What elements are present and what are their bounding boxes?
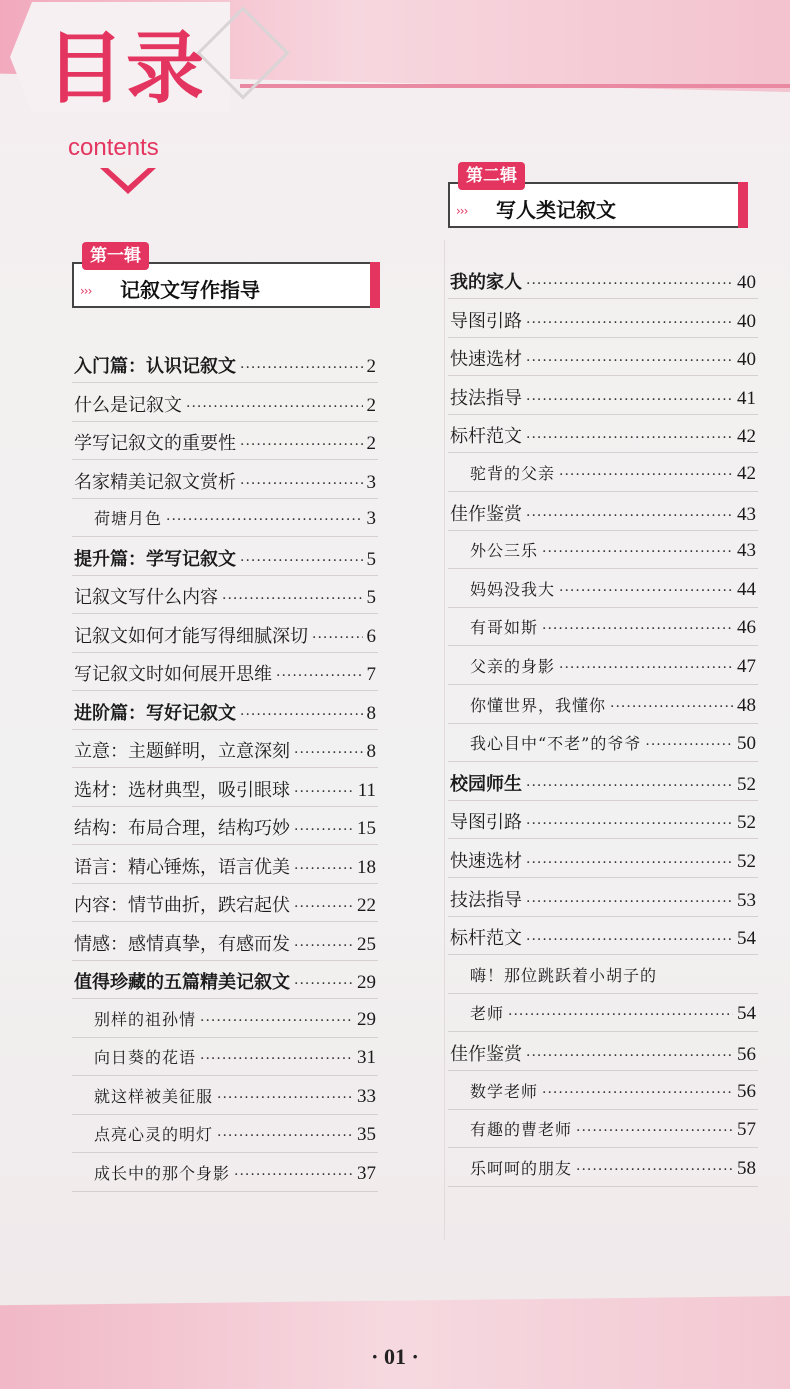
leader-dots (526, 353, 733, 369)
leader-dots (576, 1162, 733, 1178)
toc-entry[interactable] (470, 615, 756, 639)
section-tag: 第二辑 (458, 162, 525, 190)
toc-entry[interactable] (94, 506, 376, 530)
leader-dots (200, 1013, 353, 1029)
row-rule (72, 1075, 378, 1076)
toc-entry-page: 29 (357, 1008, 376, 1030)
toc-entry-title: 驼背的父亲 (470, 464, 556, 483)
toc-entry-title: 名家精美记叙文赏析 (74, 471, 236, 493)
toc-entry-page: 25 (357, 933, 376, 955)
toc-entry-page: 53 (737, 889, 756, 911)
row-rule (448, 800, 758, 801)
toc-entry[interactable] (74, 891, 376, 917)
toc-entry-page: 42 (737, 463, 756, 484)
toc-entry-title: 结构：布局合理，结构巧妙 (74, 818, 290, 839)
row-rule (448, 877, 758, 878)
toc-entry-title: 入门篇：认识记叙文 (74, 356, 236, 377)
toc-entry-page: 2 (366, 356, 376, 377)
toc-entry-page: 56 (737, 1080, 756, 1102)
toc-entry-title: 写记叙文时如何展开思维 (74, 664, 272, 685)
leader-dots (526, 276, 733, 292)
toc-entry[interactable] (94, 1161, 376, 1185)
leader-dots (542, 544, 733, 560)
toc-entry-page: 2 (366, 394, 376, 416)
toc-entry-page: 5 (366, 548, 376, 570)
toc-entry-page: 3 (366, 471, 376, 493)
toc-entry[interactable] (74, 776, 376, 802)
leader-dots (526, 894, 733, 910)
toc-entry-title: 点亮心灵的明灯 (94, 1125, 214, 1144)
toc-entry-title: 你懂世界，我懂你 (470, 695, 607, 715)
row-rule (72, 690, 378, 691)
leader-dots (542, 1085, 733, 1101)
row-rule (448, 993, 758, 994)
section-accent-bar (370, 262, 380, 308)
section-header-2 (448, 166, 748, 222)
leader-dots (240, 707, 363, 723)
toc-entry-page: 52 (737, 812, 756, 834)
row-rule (448, 645, 758, 646)
row-rule (72, 1191, 378, 1192)
row-rule (448, 838, 758, 839)
toc-entry-page: 15 (357, 818, 376, 839)
toc-entry[interactable] (74, 545, 376, 571)
toc-entry-page: 5 (366, 587, 376, 608)
row-rule (448, 954, 758, 955)
row-rule (448, 1147, 758, 1148)
toc-entry-title: 标杆范文 (450, 426, 522, 448)
section-title: 写人类记叙文 (496, 198, 616, 222)
column-divider (444, 240, 445, 1240)
row-rule (448, 1109, 758, 1110)
leader-dots (217, 1090, 353, 1106)
leader-dots (645, 737, 733, 753)
toc-entry[interactable] (450, 268, 756, 294)
toc-entry-title: 成长中的那个身影 (94, 1163, 231, 1183)
toc-entry-title: 语言：精心锤炼，语言优美 (74, 856, 290, 878)
toc-entry-title: 数学老师 (470, 1081, 539, 1101)
toc-entry-title: 父亲的身影 (470, 657, 556, 676)
toc-entry-title: 记叙文如何才能写得细腻深切 (74, 625, 308, 647)
row-rule (72, 921, 378, 922)
leader-dots (526, 932, 733, 948)
page-title: 目录 (46, 24, 207, 114)
leader-dots (508, 1007, 733, 1023)
toc-entry-page: 56 (737, 1044, 756, 1065)
row-rule (448, 761, 758, 762)
leader-dots (526, 315, 733, 331)
row-rule (72, 459, 378, 460)
row-rule (72, 767, 378, 768)
toc-entry-title: 别样的祖孙情 (94, 1009, 197, 1029)
row-rule (72, 652, 378, 653)
row-rule (448, 491, 758, 492)
toc-entry-page: 33 (357, 1085, 376, 1107)
row-rule (72, 498, 378, 499)
toc-entry-title: 记叙文写什么内容 (74, 587, 218, 608)
leader-dots (234, 1167, 353, 1183)
leader-dots (294, 745, 363, 761)
row-rule (72, 960, 378, 961)
toc-entry-page: 43 (737, 503, 756, 525)
top-decor-line (240, 84, 790, 88)
leader-dots (294, 976, 353, 992)
row-rule (72, 1114, 378, 1115)
row-rule (72, 1152, 378, 1153)
toc-entry[interactable] (74, 583, 376, 609)
toc-entry-title: 提升篇：学写记叙文 (74, 548, 236, 570)
toc-entry-title: 我心目中“不老”的爷爷 (470, 734, 642, 754)
toc-entry-page: 37 (357, 1162, 376, 1184)
toc-entry[interactable] (94, 1007, 376, 1031)
row-rule (72, 382, 378, 383)
row-rule (448, 916, 758, 917)
leader-dots (240, 360, 363, 376)
chevron-down-icon (100, 168, 156, 194)
leader-dots (526, 1048, 733, 1064)
toc-entry[interactable] (470, 461, 756, 485)
row-rule (448, 1031, 758, 1032)
section-header-1 (72, 246, 380, 302)
toc-entry-page: 54 (737, 1003, 756, 1025)
toc-entry[interactable] (450, 384, 756, 410)
leader-dots (559, 583, 733, 599)
toc-entry-page: 43 (737, 540, 756, 562)
toc-entry-page: 2 (366, 433, 376, 454)
toc-entry[interactable] (450, 886, 756, 912)
toc-entry[interactable] (74, 352, 376, 378)
leader-dots (526, 508, 733, 524)
toc-entry-page: 58 (737, 1157, 756, 1179)
toc-entry-page: 41 (737, 387, 756, 409)
arrows-icon: ››› (80, 284, 92, 298)
toc-entry[interactable] (450, 924, 756, 950)
row-rule (448, 684, 758, 685)
toc-entry-page: 7 (366, 664, 376, 685)
toc-entry-title: 有趣的曹老师 (470, 1120, 573, 1140)
leader-dots (240, 437, 363, 453)
row-rule (448, 337, 758, 338)
toc-entry[interactable] (94, 1084, 376, 1108)
leader-dots (240, 553, 363, 569)
toc-entry[interactable] (450, 345, 756, 371)
row-rule (72, 806, 378, 807)
toc-entry-page: 6 (366, 625, 376, 647)
toc-entry[interactable] (74, 814, 376, 840)
toc-entry-title: 学写记叙文的重要性 (74, 433, 236, 454)
toc-entry-page: 22 (357, 895, 376, 916)
toc-entry-title: 乐呵呵的朋友 (470, 1158, 573, 1178)
toc-entry-page: 50 (737, 733, 756, 755)
leader-dots (294, 938, 353, 954)
row-rule (72, 1037, 378, 1038)
toc-entry-title: 标杆范文 (450, 928, 522, 950)
toc-entry[interactable] (74, 737, 376, 763)
toc-entry[interactable] (74, 391, 376, 417)
toc-entry-page: 52 (737, 773, 756, 795)
toc-entry-title: 荷塘月色 (94, 509, 163, 528)
toc-entry[interactable] (450, 808, 756, 834)
leader-dots (217, 1128, 353, 1144)
toc-entry-title: 快速选材 (450, 349, 522, 371)
toc-entry[interactable] (74, 853, 376, 879)
toc-entry-page: 48 (737, 694, 756, 716)
toc-entry-page: 18 (357, 856, 376, 878)
toc-entry[interactable] (470, 693, 756, 717)
leader-dots (166, 512, 362, 528)
toc-entry[interactable] (74, 930, 376, 956)
toc-entry-page: 8 (366, 702, 376, 724)
toc-entry-title: 技法指导 (450, 387, 522, 409)
toc-entry-page: 40 (737, 272, 756, 293)
toc-entry[interactable] (450, 307, 756, 333)
toc-entry-page: 11 (357, 779, 376, 801)
toc-entry-title: 内容：情节曲折，跌宕起伏 (74, 895, 290, 916)
row-rule (448, 1186, 758, 1187)
section-tag: 第一辑 (82, 242, 149, 270)
toc-entry[interactable] (470, 963, 756, 986)
toc-entry-title: 就这样被美征服 (94, 1086, 214, 1106)
bottom-decor-band (0, 1296, 790, 1389)
toc-entry-title: 外公三乐 (470, 541, 539, 561)
toc-entry[interactable] (470, 1079, 756, 1103)
row-rule (72, 844, 378, 845)
leader-dots (294, 784, 354, 800)
toc-entry[interactable] (74, 699, 376, 725)
leader-dots (526, 430, 733, 446)
toc-entry[interactable] (470, 1001, 756, 1025)
arrows-icon: ››› (456, 204, 468, 218)
toc-entry[interactable] (74, 429, 376, 455)
toc-entry-page: 29 (357, 972, 376, 993)
row-rule (448, 452, 758, 453)
row-rule (72, 575, 378, 576)
toc-entry-title: 向日葵的花语 (94, 1048, 197, 1067)
leader-dots (559, 467, 733, 483)
toc-entry-page: 44 (737, 578, 756, 600)
toc-entry[interactable] (450, 847, 756, 873)
toc-entry-page: 40 (737, 349, 756, 371)
toc-entry-title: 技法指导 (450, 889, 522, 911)
toc-entry-title: 校园师生 (450, 773, 522, 795)
leader-dots (222, 591, 363, 607)
toc-entry[interactable] (74, 468, 376, 494)
toc-entry-title: 嗨！那位跳跃着小胡子的 (470, 965, 658, 985)
row-rule (448, 607, 758, 608)
toc-entry[interactable] (450, 1040, 756, 1066)
toc-entry[interactable] (74, 622, 376, 648)
toc-entry-title: 值得珍藏的五篇精美记叙文 (74, 972, 290, 993)
leader-dots (576, 1123, 733, 1139)
leader-dots (526, 855, 733, 871)
row-rule (72, 729, 378, 730)
page-number: · 01 · (371, 1344, 419, 1369)
toc-entry-page: 54 (737, 928, 756, 950)
toc-entry-title: 导图引路 (450, 812, 522, 834)
section-accent-bar (738, 182, 748, 228)
toc-entry-page: 35 (357, 1124, 376, 1145)
leader-dots (526, 816, 733, 832)
toc-entry-page: 46 (737, 617, 756, 639)
toc-entry-page: 3 (366, 508, 376, 529)
toc-entry[interactable] (470, 577, 756, 601)
row-rule (72, 536, 378, 537)
row-rule (72, 998, 378, 999)
toc-entry-title: 快速选材 (450, 851, 522, 872)
toc-entry-page: 42 (737, 426, 756, 448)
toc-entry-title: 选材：选材典型，吸引眼球 (74, 779, 290, 801)
row-rule (72, 421, 378, 422)
leader-dots (526, 778, 733, 794)
leader-dots (610, 699, 733, 715)
leader-dots (542, 621, 733, 637)
toc-entry[interactable] (470, 1156, 756, 1180)
row-rule (448, 375, 758, 376)
toc-entry-page: 8 (366, 741, 376, 762)
toc-entry-page: 52 (737, 851, 756, 872)
leader-dots (294, 861, 353, 877)
toc-entry[interactable] (470, 654, 756, 678)
leader-dots (186, 399, 363, 415)
toc-entry-title: 佳作鉴赏 (450, 1044, 522, 1065)
toc-entry[interactable] (470, 1117, 756, 1141)
row-rule (448, 298, 758, 299)
toc-entry[interactable] (74, 660, 376, 686)
leader-dots (200, 1051, 353, 1067)
toc-entry-page: 31 (357, 1047, 376, 1068)
leader-dots (312, 630, 363, 646)
toc-entry-page: 47 (737, 656, 756, 677)
toc-entry-title: 导图引路 (450, 310, 522, 332)
toc-entry-title: 老师 (470, 1004, 505, 1024)
toc-entry[interactable] (450, 500, 756, 526)
toc-entry[interactable] (450, 422, 756, 448)
toc-entry[interactable] (74, 968, 376, 994)
toc-entry[interactable] (470, 538, 756, 562)
row-rule (448, 530, 758, 531)
row-rule (448, 568, 758, 569)
leader-dots (294, 822, 353, 838)
leader-dots (276, 668, 363, 684)
toc-entry-title: 进阶篇：写好记叙文 (74, 702, 236, 724)
toc-entry-title: 妈妈没我大 (470, 579, 556, 599)
toc-entry-title: 佳作鉴赏 (450, 503, 522, 525)
row-rule (72, 613, 378, 614)
toc-entry[interactable] (450, 770, 756, 796)
toc-entry-page: 57 (737, 1119, 756, 1141)
leader-dots (526, 392, 733, 408)
toc-entry-title: 立意：主题鲜明，立意深刻 (74, 741, 290, 762)
leader-dots (240, 476, 363, 492)
row-rule (448, 723, 758, 724)
toc-entry-title: 有哥如斯 (470, 618, 539, 638)
toc-entry-title: 情感：感情真挚，有感而发 (74, 933, 290, 955)
section-title: 记叙文写作指导 (120, 278, 260, 302)
row-rule (448, 414, 758, 415)
row-rule (448, 1070, 758, 1071)
toc-entry[interactable] (94, 1122, 376, 1146)
toc-entry-title: 我的家人 (450, 272, 522, 293)
leader-dots (559, 660, 733, 676)
toc-entry-page: 40 (737, 310, 756, 332)
toc-entry[interactable] (470, 731, 756, 755)
page-subtitle: contents (68, 134, 159, 161)
leader-dots (294, 899, 353, 915)
toc-entry[interactable] (94, 1045, 376, 1069)
toc-entry-title: 什么是记叙文 (74, 394, 182, 416)
row-rule (72, 883, 378, 884)
